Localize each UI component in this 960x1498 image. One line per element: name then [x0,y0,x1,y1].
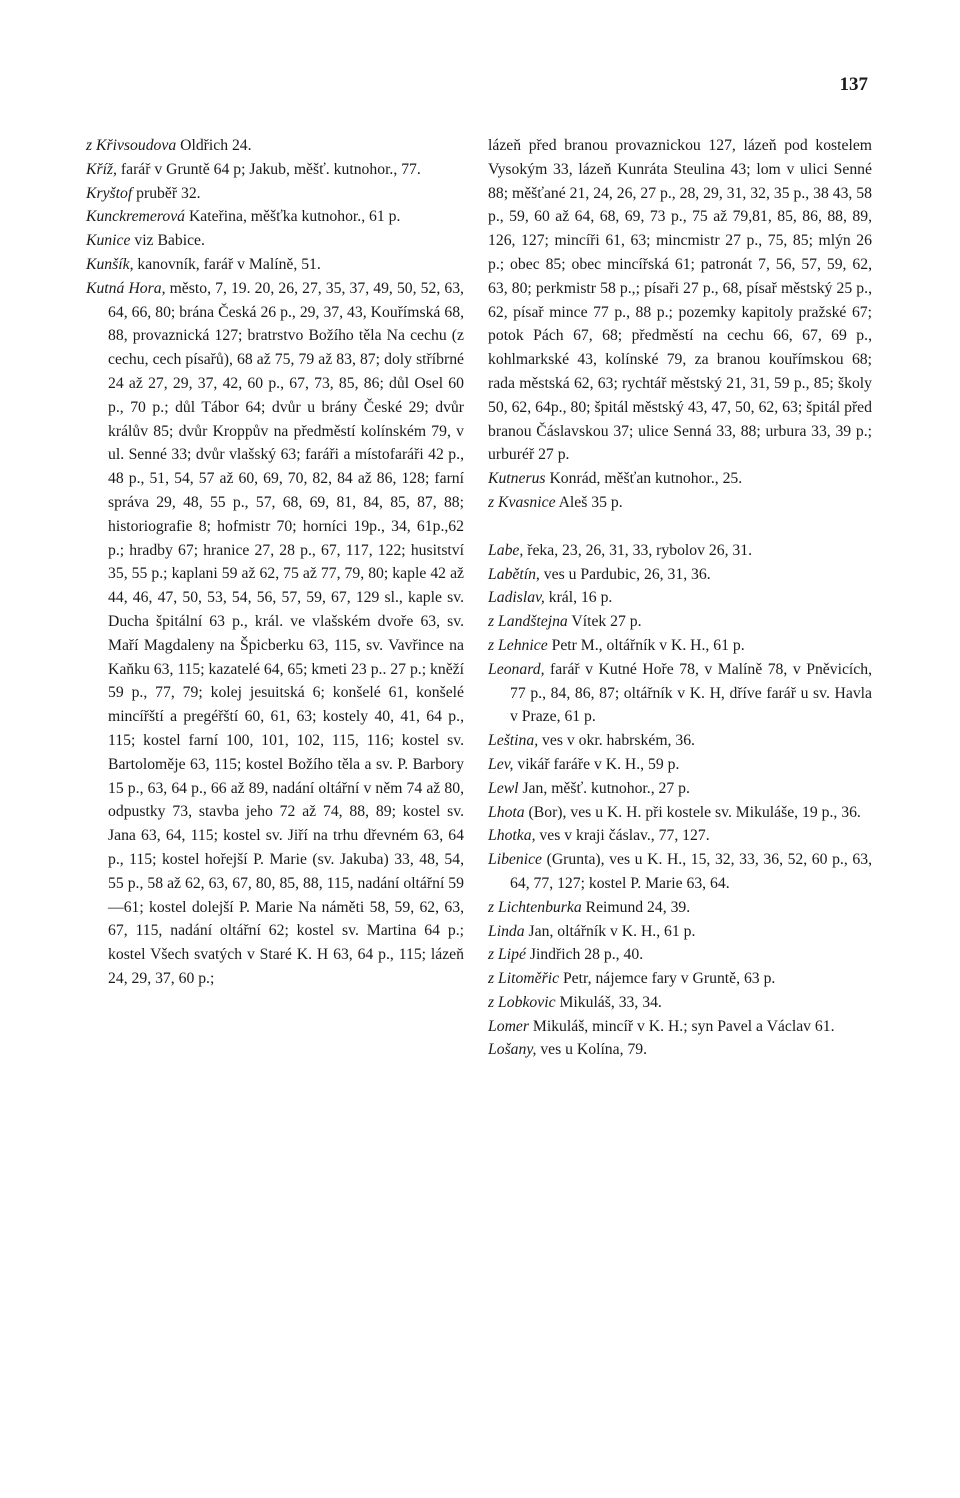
index-entry-headword: Leština, [488,732,539,750]
index-entry [86,277,464,991]
index-entry [488,777,872,801]
index-entry-text: ves u Pardubic, 26, 31, 36. [539,565,711,583]
index-entry-text: kanovník, farář v Malíně, 51. [133,255,321,273]
index-entry-text: farář v Gruntě 64 p; Jakub, měšť. kutnohor., 77. [116,160,421,178]
index-entry-text: (Bor), ves u K. H. při kostele sv. Mikuláše, 19 p., 36. [524,803,861,821]
index-entry-headword: z Landštejna [488,613,568,631]
index-entry-text: Konrád, měšťan kutnohor., 25. [545,470,743,488]
index-entry [488,943,872,967]
index-entry-headword: z Lipé [488,946,526,964]
index-entry [488,658,872,729]
index-entry [488,991,872,1015]
index-entry-headword: Kříž, [86,160,117,178]
index-entry-headword: Kunckremerová [86,208,186,226]
index-entry [488,824,872,848]
index-entry-headword: Lošany, [488,1041,537,1059]
index-entry [86,182,464,206]
index-entry-headword: Kryštof [86,184,133,202]
index-entry-text: Jan, měšť. kutnohor., 27 p. [518,779,690,797]
index-entry-text: ves u Kolína, 79. [536,1041,648,1059]
index-entry-headword: Kunšík, [86,255,134,273]
index-entry [488,610,872,634]
index-entry [488,491,872,515]
index-entry [488,848,872,896]
index-entry-headword: Ladislav, [488,589,545,607]
index-column-right [488,134,872,1062]
index-entry-headword: Libenice [488,851,543,869]
index-entry-text: Reimund 24, 39. [581,898,691,916]
section-gap [488,515,872,539]
index-entry-headword: Labe, [488,541,524,559]
index-entry-continuation: lázeň před branou provaznickou 127, lázeň pod kostelem Vysokým 33, lázeň Kunráta Steulina 43; lom v ulici Senné 88; měšťané 21, 24, 26, 27 p., 28, 29, 31, 32, 35 p., 38 43, 58 p., 59, 60 až 64, 68, 69, 73 p., 75 až 79,81, 85, 86, 88, 89, 126, 127; mincíři 61, 63; mincmistr 27 p., 75, 85; mlýn 26 p.; obec 85; obec mincířská 61; patronát 7, 56, 57, 59, 62, 63, 80; perkmistr 58 p.,; písaři 27 p., 68, písař městský 25 p., 62, písař mince 77 p., 88 p.; pozemky kapitoly pražské 67; potok Pách 67, 68; předměstí na cechu 66, 67, 69 p., kohlmarkské 43, kolínské 79, za branou kouřímskou 68; rada městská 62, 63; rychtář městský 21, 31, 59 p., 85; školy 50, 62, 64p., 80; špitál městský 43, 47, 50, 62, 63; špitál před branou Čáslavskou 37; ulice Senná 33, 88; urbura 33, 39 p.; urburéř 27 p. [488,137,872,464]
index-entry-headword: Lewl [488,779,519,797]
index-entry-text: Mikuláš, mincíř v K. H.; syn Pavel a Václav 61. [528,1017,835,1035]
index-entry-text: Petr, nájemce fary v Gruntě, 63 p. [559,970,776,988]
index-entry-headword: Kutná Hora, [86,279,166,297]
index-entry-text: pruběř 32. [132,184,201,202]
index-entry-text: Kateřina, měšťka kutnohor., 61 p. [185,208,401,226]
index-entry-text: Aleš 35 p. [555,493,623,511]
index-entry-headword: Lomer [488,1017,529,1035]
index-entry [488,729,872,753]
index-entry-text: viz Babice. [130,232,205,250]
index-entry [86,253,464,277]
index-entry-text: řeka, 23, 26, 31, 33, rybolov 26, 31. [523,541,753,559]
index-entry-headword: Lhota [488,803,525,821]
index-entry [488,634,872,658]
index-entry [488,920,872,944]
page-number: 137 [839,74,868,95]
index-entry [488,801,872,825]
index-entry [488,1038,872,1062]
index-entry-text: Oldřich 24. [176,137,252,154]
index-entry-headword: Lev, [488,755,514,773]
index-entry [488,753,872,777]
index-entry-text: ves v okr. habrském, 36. [538,732,695,750]
index-entry-text: vikář faráře v K. H., 59 p. [513,755,680,773]
index-entry-text: Vítek 27 p. [567,613,642,631]
index-entry [86,205,464,229]
index-column-left [86,134,464,991]
index-entry-headword: z Lobkovic [488,993,556,1011]
index-entry [488,586,872,610]
index-entry-headword: Kutnerus [488,470,546,488]
index-entry [86,158,464,182]
index-entry-headword: Kunice [86,232,131,250]
index-entry-headword: Lhotka, [488,827,536,845]
index-entry [488,967,872,991]
index-entry [86,134,464,158]
index-entry-text: farář v Kutné Hoře 78, v Malíně 78, v Pněvicích, 77 p., 84, 86, 87; oltářník v K. H, dříve farář u sv. Havla v Praze, 61 p. [510,660,872,726]
index-entry-headword: Linda [488,922,525,940]
index-entry-text: Mikuláš, 33, 34. [555,993,662,1011]
index-entry-headword: z Lichtenburka [488,898,582,916]
index-entry [488,539,872,563]
index-entry-text: Jan, oltářník v K. H., 61 p. [524,922,696,940]
index-entry [488,563,872,587]
index-entry-headword: z Lehnice [488,636,548,654]
index-entry [488,1015,872,1039]
index-entry-headword: Labětín, [488,565,540,583]
index-entry-headword: z Křivsoudova [86,137,177,154]
index-entry-text: město, 7, 19. 20, 26, 27, 35, 37, 49, 50, 52, 63, 64, 66, 80; brána Česká 26 p., 29, 37, 43, Kouřímská 68, 88, provaznická 127; bratrstvo Božího těla Na cechu (z cechu, cech písařů), 68 až 75, 79 až 83, 87; doly stříbrné 24 až 27, 29, 37, 42, 60 p., 67, 73, 85, 86; důl Osel 60 p., 70 p.; důl Tábor 64; dvůr u brány České 29; dvůr králův 85; dvůr Kroppův na předměstí kolínském 79, v ul. Senné 33; dvůr vlašský 63; faráři a místofaráři 42 p., 48 p., 51, 54, 57 až 60, 69, 70, 82, 84 až 86, 128; farní správa 29, 48, 55 p., 57, 68, 69, 81, 84, 85, 87, 88; historiografie 8; hofmistr 70; horníci 19p., 34, 61p.,62 p.; hradby 67; hranice 27, 28 p., 67, 117, 122; husitství 35, 55 p.; kaplani 59 až 62, 75 až 77, 79, 80; kaple 42 až 44, 46, 47, 50, 53, 54, 56, 57, 59, 67, 129 sl., kaple sv. Ducha špitální 63 p., král. ve vlašském dvoře 63, sv. Maří Magdaleny na Špicberku 63, 115, sv. Vavřince na Kaňku 63, 115; kazatelé 64, 65; kmeti 23 p.. 27 p.; kněží 59 p., 77, 79; kolej jesuitská 6; konšelé 61, konšelé mincířští a pregéřští 60, 61, 63; kostely 40, 41, 64 p., 115; kostel farní 100, 101, 102, 115, 116; kostel sv. Bartoloměje 63, 115; kostel Božího těla a sv. P. Barbory 15 p., 63, 64 p., 66 až 89, nadání oltářní v něm 74 až 80, odpustky 73, stavba jeho 72 až 74, 88, 89; kostel sv. Jana 63, 64, 115; kostel sv. Jiří na trhu dřevném 63, 64 p., 115; kostel hořejší P. Marie (sv. Jakuba) 33, 48, 54, 55 p., 58 až 62, 63, 67, 80, 85, 88, 115, nadání oltářní 59—61; kostel dolejší P. Marie Na náměti 58, 59, 62, 63, 67, 115, nadání oltářní 62; kostel sv. Martina 64 p.; kostel Všech svatých v Staré K. H 63, 64 p., 115; lázeň 24, 29, 37, 60 p.; [108,279,464,987]
index-entry [86,229,464,253]
index-entry-text: (Grunta), ves u K. H., 15, 32, 33, 36, 52, 60 p., 63, 64, 77, 127; kostel P. Marie 63, 64. [510,851,872,892]
index-entry-text: král, 16 p. [544,589,613,607]
index-entry-headword: Leonard, [488,660,545,678]
index-entry-text: Jindřich 28 p., 40. [525,946,644,964]
index-entry-headword: z Litoměřic [488,970,560,988]
index-entry [488,896,872,920]
index-entry-text: Petr M., oltářník v K. H., 61 p. [547,636,745,654]
index-entry [488,467,872,491]
index-entry-headword: z Kvasnice [488,493,556,511]
index-entry-text: ves v kraji čáslav., 77, 127. [535,827,710,845]
